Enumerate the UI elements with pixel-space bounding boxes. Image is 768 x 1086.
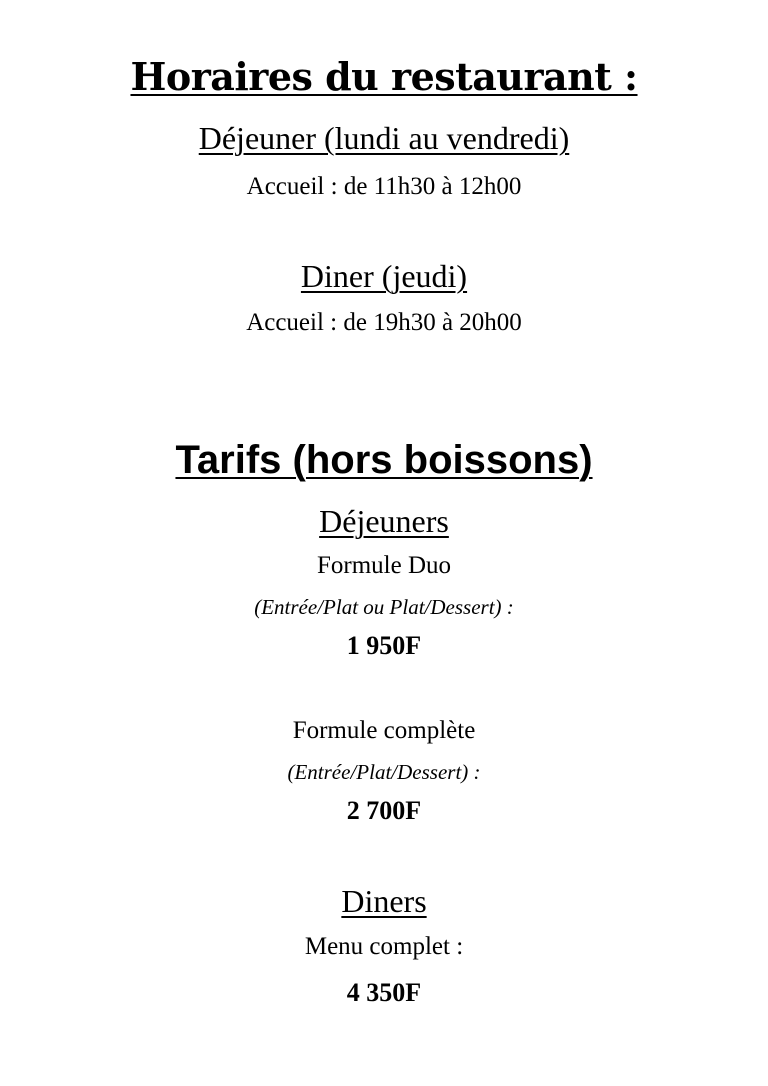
full-menu-name: Menu complet :	[304, 933, 464, 960]
lunch-welcome-time: Accueil : de 11h30 à 12h00	[246, 173, 522, 200]
lunches-heading: Déjeuners	[319, 503, 449, 539]
hours-title: Horaires du restaurant :	[130, 54, 638, 99]
complete-formula-detail: (Entrée/Plat/Dessert) :	[287, 760, 481, 784]
dinners-heading: Diners	[341, 883, 427, 919]
full-menu-price: 4 350F	[346, 978, 422, 1007]
prices-title: Tarifs (hors boissons)	[175, 438, 593, 482]
duo-formula-price: 1 950F	[346, 631, 422, 660]
duo-formula-detail: (Entrée/Plat ou Plat/Dessert) :	[254, 595, 514, 619]
duo-formula-name: Formule Duo	[316, 552, 452, 579]
complete-formula-name: Formule complète	[292, 717, 476, 744]
dinner-welcome-time: Accueil : de 19h30 à 20h00	[246, 309, 522, 336]
dinner-hours-heading: Diner (jeudi)	[300, 258, 468, 294]
lunch-hours-heading: Déjeuner (lundi au vendredi)	[198, 120, 570, 156]
complete-formula-price: 2 700F	[346, 796, 422, 825]
